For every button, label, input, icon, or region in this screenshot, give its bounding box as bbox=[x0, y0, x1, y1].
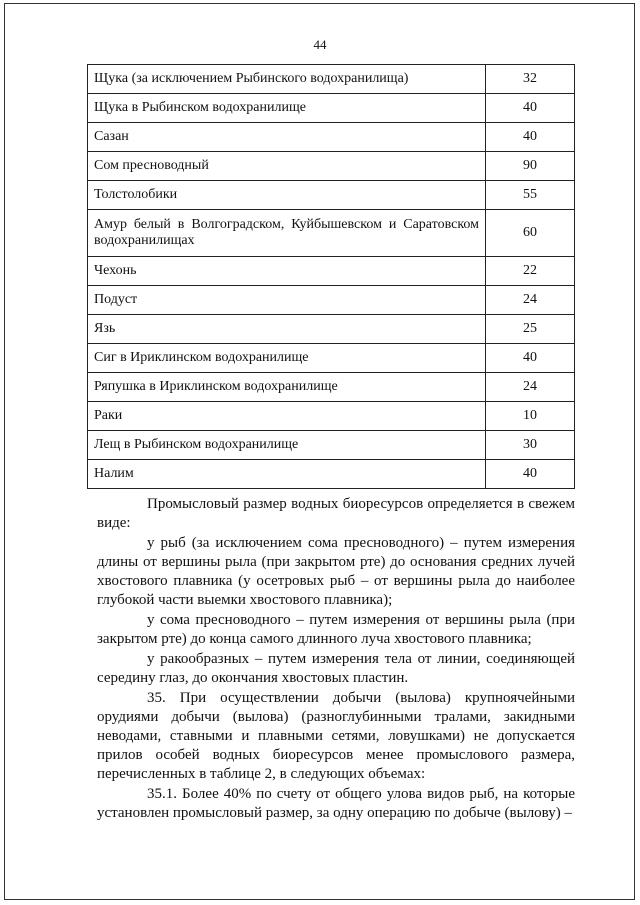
species-name: Сазан bbox=[88, 123, 486, 152]
species-name: Подуст bbox=[88, 286, 486, 315]
table-row bbox=[88, 460, 575, 489]
size-value: 10 bbox=[486, 402, 575, 431]
size-value: 90 bbox=[486, 152, 575, 181]
table-row bbox=[88, 65, 575, 94]
species-name: Налим bbox=[88, 460, 486, 489]
table-row bbox=[88, 315, 575, 344]
table-row bbox=[88, 344, 575, 373]
paragraph: 35. При осуществлении добычи (вылова) крупноячейными орудиями добычи (вылова) (разноглубинными тралами, закидными неводами, ставными и плавными сетями, ловушками) не допускается прилов особей водных биоресурсов менее промыслового размера, перечисленных в таблице 2, в следующих объемах: bbox=[97, 690, 575, 782]
table-row bbox=[88, 152, 575, 181]
table-row bbox=[88, 402, 575, 431]
species-name: Амур белый в Волгоградском, Куйбышевском и Саратовском водохранилищах bbox=[88, 210, 486, 257]
size-value: 40 bbox=[486, 123, 575, 152]
species-name: Язь bbox=[88, 315, 486, 344]
table-row bbox=[88, 94, 575, 123]
species-name: Чехонь bbox=[88, 257, 486, 286]
paragraph: Промысловый размер водных биоресурсов определяется в свежем виде: bbox=[97, 496, 575, 531]
paragraph: у рыб (за исключением сома пресноводного) – путем измерения длины от вершины рыла (при закрытом рте) до основания средних лучей хвостового плавника (у осетровых рыб – от вершины рыла до наиболее глубокой части выемки хвостового плавника); bbox=[97, 535, 575, 608]
paragraph: у сома пресноводного – путем измерения от вершины рыла (при закрытом рте) до конца самого длинного луча хвостового плавника; bbox=[97, 612, 575, 647]
size-value: 40 bbox=[486, 460, 575, 489]
paragraph: у ракообразных – путем измерения тела от линии, соединяющей середину глаз, до окончания хвостовых пластин. bbox=[97, 651, 575, 686]
size-value: 60 bbox=[486, 210, 575, 257]
species-name: Сиг в Ириклинском водохранилище bbox=[88, 344, 486, 373]
species-name: Толстолобики bbox=[88, 181, 486, 210]
table-row bbox=[88, 373, 575, 402]
species-name: Лещ в Рыбинском водохранилище bbox=[88, 431, 486, 460]
table-row bbox=[88, 257, 575, 286]
table-row bbox=[88, 181, 575, 210]
species-name: Щука в Рыбинском водохранилище bbox=[88, 94, 486, 123]
size-value: 25 bbox=[486, 315, 575, 344]
size-value: 30 bbox=[486, 431, 575, 460]
fish-size-table bbox=[87, 64, 575, 489]
table-row bbox=[88, 431, 575, 460]
page-number: 44 bbox=[313, 37, 327, 52]
size-value: 55 bbox=[486, 181, 575, 210]
body-text bbox=[97, 495, 575, 823]
species-name: Щука (за исключением Рыбинского водохранилища) bbox=[88, 65, 486, 94]
table-row bbox=[88, 286, 575, 315]
size-value: 40 bbox=[486, 344, 575, 373]
species-name: Сом пресноводный bbox=[88, 152, 486, 181]
table-row bbox=[88, 210, 575, 257]
species-name: Ряпушка в Ириклинском водохранилище bbox=[88, 373, 486, 402]
species-name: Раки bbox=[88, 402, 486, 431]
size-value: 22 bbox=[486, 257, 575, 286]
table-row bbox=[88, 123, 575, 152]
size-value: 24 bbox=[486, 286, 575, 315]
size-value: 32 bbox=[486, 65, 575, 94]
size-value: 24 bbox=[486, 373, 575, 402]
size-value: 40 bbox=[486, 94, 575, 123]
paragraph: 35.1. Более 40% по счету от общего улова видов рыб, на которые установлен промысловый размер, за одну операцию по добыче (вылову) – bbox=[97, 786, 575, 821]
